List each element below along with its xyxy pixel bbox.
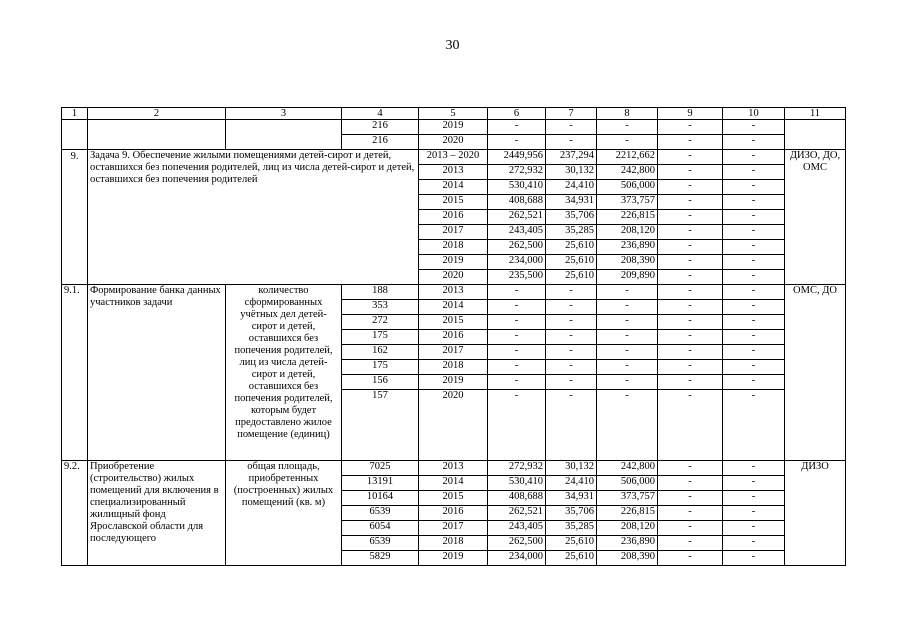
value-cell: 373,757 [597, 491, 658, 506]
value-cell: - [658, 135, 723, 150]
value-cell: 2019 [419, 120, 488, 135]
cont-num-cell [62, 120, 88, 150]
value-cell: - [597, 345, 658, 360]
value-cell: - [658, 461, 723, 476]
year-cell: 2013 – 2020 [419, 150, 488, 165]
table-row [62, 285, 846, 300]
value-cell: - [597, 390, 658, 461]
value-cell: - [658, 225, 723, 240]
year-cell: 2015 [419, 491, 488, 506]
value-cell: - [658, 120, 723, 135]
cont-exec-cell [785, 120, 846, 150]
value-cell: 226,815 [597, 506, 658, 521]
value-cell: 30,132 [546, 461, 597, 476]
value-cell: - [488, 375, 546, 390]
value-cell: 243,405 [488, 521, 546, 536]
value-cell: 35,285 [546, 225, 597, 240]
year-cell: 2019 [419, 375, 488, 390]
value-cell: 25,610 [546, 255, 597, 270]
value-cell: 408,688 [488, 491, 546, 506]
year-cell: 2020 [419, 390, 488, 461]
subtask-name: Приобретение (строительство) жилых помещений для включения в специализированный жилищный фонд Ярославской области для последующего [88, 461, 226, 566]
indicator-value: 216 [342, 135, 419, 150]
year-cell: 2013 [419, 165, 488, 180]
column-number: 9 [658, 108, 723, 120]
column-number: 6 [488, 108, 546, 120]
executor-cell: ДИЗО, ДО, ОМС [785, 150, 846, 285]
value-cell: 208,390 [597, 551, 658, 566]
year-cell: 2014 [419, 476, 488, 491]
year-cell: 2016 [419, 210, 488, 225]
value-cell: - [658, 210, 723, 225]
value-cell: - [658, 195, 723, 210]
value-cell: - [597, 360, 658, 375]
value-cell: - [658, 506, 723, 521]
value-cell: - [658, 521, 723, 536]
year-cell: 2013 [419, 461, 488, 476]
value-cell: - [658, 315, 723, 330]
indicator-value: 353 [342, 300, 419, 315]
value-cell: 30,132 [546, 165, 597, 180]
value-cell: - [658, 476, 723, 491]
value-cell: 236,890 [597, 240, 658, 255]
value-cell: 530,410 [488, 180, 546, 195]
indicator-value: 13191 [342, 476, 419, 491]
value-cell: - [597, 300, 658, 315]
value-cell: - [658, 390, 723, 461]
column-number: 7 [546, 108, 597, 120]
value-cell: - [597, 330, 658, 345]
subtask-number: 9.2. [62, 461, 88, 566]
value-cell: - [658, 270, 723, 285]
value-cell: - [488, 315, 546, 330]
year-cell: 2018 [419, 360, 488, 375]
value-cell: 262,521 [488, 506, 546, 521]
value-cell: 243,405 [488, 225, 546, 240]
value-cell: 34,931 [546, 195, 597, 210]
value-cell: 35,285 [546, 521, 597, 536]
value-cell: - [723, 240, 785, 255]
value-cell: - [546, 330, 597, 345]
executor-cell: ДИЗО [785, 461, 846, 566]
value-cell: - [488, 120, 546, 135]
indicator-value: 175 [342, 330, 419, 345]
value-cell: 35,706 [546, 506, 597, 521]
value-cell: - [723, 285, 785, 300]
value-cell: - [723, 150, 785, 165]
year-cell: 2019 [419, 551, 488, 566]
cont-indicator-cell [226, 120, 342, 150]
value-cell: - [658, 551, 723, 566]
column-number: 3 [226, 108, 342, 120]
indicator-value: 157 [342, 390, 419, 461]
value-cell: - [723, 330, 785, 345]
value-cell: - [723, 476, 785, 491]
value-cell: 208,120 [597, 521, 658, 536]
value-cell: - [658, 330, 723, 345]
value-cell: 373,757 [597, 195, 658, 210]
indicator-value: 5829 [342, 551, 419, 566]
value-cell: 236,890 [597, 536, 658, 551]
value-cell: - [723, 360, 785, 375]
year-cell: 2016 [419, 506, 488, 521]
executor-cell: ОМС, ДО [785, 285, 846, 461]
value-cell: 35,706 [546, 210, 597, 225]
value-cell: 2449,956 [488, 150, 546, 165]
value-cell: 208,120 [597, 225, 658, 240]
value-cell: 237,294 [546, 150, 597, 165]
value-cell: - [546, 375, 597, 390]
value-cell: 25,610 [546, 536, 597, 551]
value-cell: - [597, 120, 658, 135]
value-cell: - [723, 225, 785, 240]
value-cell: - [658, 345, 723, 360]
value-cell: - [658, 375, 723, 390]
value-cell: 234,000 [488, 551, 546, 566]
table-row [62, 461, 846, 476]
value-cell: - [723, 300, 785, 315]
column-number: 11 [785, 108, 846, 120]
subtask-name: Формирование банка данных участников задачи [88, 285, 226, 461]
value-cell: - [723, 536, 785, 551]
task-title: Задача 9. Обеспечение жилыми помещениями детей-сирот и детей, оставшихся без попечения родителей, лиц из числа детей-сирот и детей, оставшихся без попечения родителей [88, 150, 419, 285]
value-cell: - [546, 390, 597, 461]
value-cell: - [723, 315, 785, 330]
indicator-value: 6054 [342, 521, 419, 536]
table-row [62, 150, 846, 165]
value-cell: 262,500 [488, 240, 546, 255]
value-cell: 272,932 [488, 165, 546, 180]
value-cell: 235,500 [488, 270, 546, 285]
program-table [61, 107, 846, 566]
value-cell: 408,688 [488, 195, 546, 210]
subtask-number: 9.1. [62, 285, 88, 461]
page-number: 30 [445, 38, 460, 53]
year-cell: 2018 [419, 240, 488, 255]
cont-name-cell [88, 120, 226, 150]
year-cell: 2019 [419, 255, 488, 270]
value-cell: 506,000 [597, 476, 658, 491]
value-cell: - [658, 150, 723, 165]
indicator-description: количество сформированных учётных дел детей-сирот и детей, оставшихся без попечения родителей, лиц из числа детей-сирот и детей, оставшихся без попечения родителей, которым будет предоставлено жилое помещение (единиц) [226, 285, 342, 461]
value-cell: - [658, 300, 723, 315]
value-cell: - [597, 135, 658, 150]
value-cell: - [546, 300, 597, 315]
value-cell: - [546, 315, 597, 330]
column-number: 4 [342, 108, 419, 120]
value-cell: 272,932 [488, 461, 546, 476]
value-cell: - [723, 461, 785, 476]
value-cell: - [658, 285, 723, 300]
value-cell: - [723, 506, 785, 521]
value-cell: - [597, 375, 658, 390]
value-cell: - [723, 270, 785, 285]
value-cell: - [488, 300, 546, 315]
column-number: 10 [723, 108, 785, 120]
value-cell: 226,815 [597, 210, 658, 225]
value-cell: - [488, 360, 546, 375]
value-cell: - [597, 315, 658, 330]
indicator-value: 6539 [342, 506, 419, 521]
value-cell: 25,610 [546, 551, 597, 566]
value-cell: 506,000 [597, 180, 658, 195]
year-cell: 2020 [419, 270, 488, 285]
year-cell: 2014 [419, 180, 488, 195]
value-cell: 24,410 [546, 476, 597, 491]
value-cell: 25,610 [546, 240, 597, 255]
value-cell: - [723, 345, 785, 360]
value-cell: - [723, 180, 785, 195]
value-cell: 242,800 [597, 461, 658, 476]
value-cell: 209,890 [597, 270, 658, 285]
indicator-value: 188 [342, 285, 419, 300]
column-number-row [62, 108, 846, 120]
value-cell: - [658, 255, 723, 270]
value-cell: - [488, 330, 546, 345]
value-cell: - [723, 135, 785, 150]
value-cell: - [723, 195, 785, 210]
value-cell: - [546, 135, 597, 150]
value-cell: - [723, 165, 785, 180]
column-number: 2 [88, 108, 226, 120]
year-cell: 2017 [419, 345, 488, 360]
indicator-value: 216 [342, 120, 419, 135]
value-cell: - [546, 285, 597, 300]
column-number: 5 [419, 108, 488, 120]
value-cell: - [723, 551, 785, 566]
value-cell: - [723, 120, 785, 135]
value-cell: - [723, 210, 785, 225]
year-cell: 2015 [419, 195, 488, 210]
indicator-value: 10164 [342, 491, 419, 506]
value-cell: - [546, 120, 597, 135]
value-cell: 242,800 [597, 165, 658, 180]
task-number: 9. [62, 150, 88, 285]
value-cell: - [658, 536, 723, 551]
indicator-value: 156 [342, 375, 419, 390]
value-cell: 25,610 [546, 270, 597, 285]
table-row [62, 120, 846, 135]
value-cell: - [658, 165, 723, 180]
value-cell: - [546, 345, 597, 360]
year-cell: 2017 [419, 521, 488, 536]
indicator-value: 272 [342, 315, 419, 330]
value-cell: - [723, 390, 785, 461]
value-cell: 262,521 [488, 210, 546, 225]
value-cell: - [723, 491, 785, 506]
indicator-value: 175 [342, 360, 419, 375]
year-cell: 2016 [419, 330, 488, 345]
value-cell: 234,000 [488, 255, 546, 270]
value-cell: - [597, 285, 658, 300]
value-cell: - [658, 180, 723, 195]
value-cell: 24,410 [546, 180, 597, 195]
year-cell: 2017 [419, 225, 488, 240]
value-cell: - [723, 521, 785, 536]
indicator-value: 162 [342, 345, 419, 360]
year-cell: 2018 [419, 536, 488, 551]
value-cell: - [488, 345, 546, 360]
value-cell: - [723, 375, 785, 390]
value-cell: - [658, 240, 723, 255]
indicator-value: 7025 [342, 461, 419, 476]
year-cell: 2013 [419, 285, 488, 300]
column-number: 8 [597, 108, 658, 120]
value-cell: - [488, 285, 546, 300]
column-number: 1 [62, 108, 88, 120]
value-cell: - [488, 135, 546, 150]
indicator-description: общая площадь, приобретенных (построенных) жилых помещений (кв. м) [226, 461, 342, 566]
value-cell: - [488, 390, 546, 461]
value-cell: 208,390 [597, 255, 658, 270]
value-cell: 262,500 [488, 536, 546, 551]
value-cell: - [723, 255, 785, 270]
value-cell: - [658, 491, 723, 506]
value-cell: 2020 [419, 135, 488, 150]
year-cell: 2014 [419, 300, 488, 315]
year-cell: 2015 [419, 315, 488, 330]
value-cell: 530,410 [488, 476, 546, 491]
value-cell: 34,931 [546, 491, 597, 506]
indicator-value: 6539 [342, 536, 419, 551]
value-cell: - [546, 360, 597, 375]
value-cell: - [658, 360, 723, 375]
value-cell: 2212,662 [597, 150, 658, 165]
